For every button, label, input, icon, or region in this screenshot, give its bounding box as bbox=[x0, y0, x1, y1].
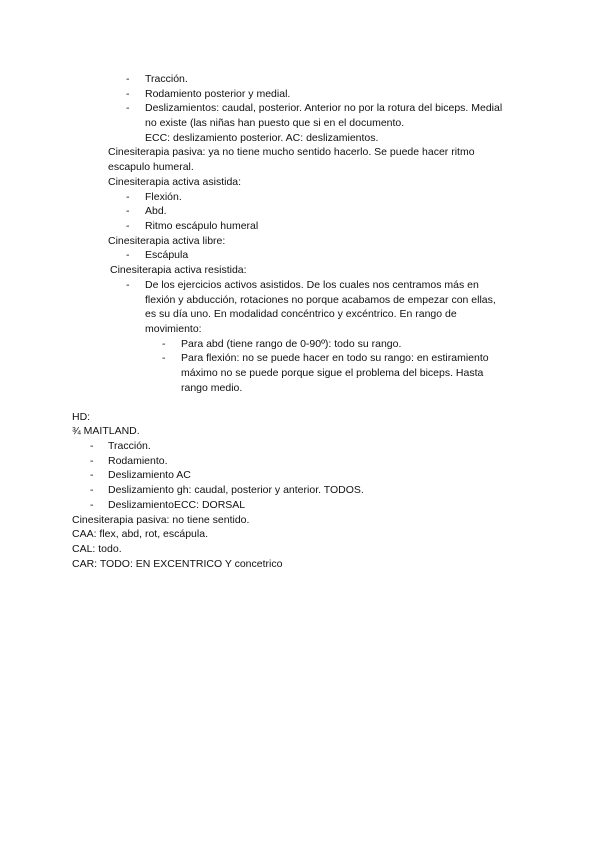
paragraph-line: Cinesiterapia pasiva: ya no tiene mucho sentido hacerlo. Se puede hacer ritmo bbox=[108, 146, 475, 158]
bullet-dash: - bbox=[126, 191, 130, 203]
list-item: Deslizamiento AC bbox=[108, 469, 191, 481]
list-item: De los ejercicios activos asistidos. De los cuales nos centramos más en bbox=[145, 279, 479, 291]
paragraph-line: escapulo humeral. bbox=[108, 161, 194, 173]
list-item: Deslizamiento gh: caudal, posterior y anterior. TODOS. bbox=[108, 484, 364, 496]
section-label: Cinesiterapia activa resistida: bbox=[110, 264, 247, 276]
paragraph-line: CAL: todo. bbox=[72, 543, 122, 555]
bullet-dash: - bbox=[126, 73, 130, 85]
list-item-continuation: ECC: deslizamiento posterior. AC: deslizamientos. bbox=[145, 132, 379, 144]
list-item-continuation: movimiento: bbox=[145, 323, 202, 335]
paragraph-line: CAR: TODO: EN EXCENTRICO Y concetrico bbox=[72, 558, 283, 570]
list-item-continuation: no existe (las niñas han puesto que si en el documento. bbox=[145, 117, 405, 129]
hd-label: HD: bbox=[72, 411, 91, 423]
section-label: Cinesiterapia activa asistida: bbox=[108, 176, 242, 188]
sub-list-item: Para abd (tiene rango de 0-90º): todo su rango. bbox=[181, 338, 402, 350]
paragraph-line: Cinesiterapia pasiva: no tiene sentido. bbox=[72, 514, 250, 526]
list-item: Rodamiento. bbox=[108, 455, 168, 467]
list-item-continuation: es su día uno. En modalidad concéntrico y excéntrico. En rango de bbox=[145, 308, 457, 320]
maitland-label: ¾ MAITLAND. bbox=[72, 425, 140, 437]
bullet-dash: - bbox=[126, 205, 130, 217]
sub-bullet-dash: - bbox=[162, 338, 166, 350]
sub-list-item-continuation: máximo no se puede porque sigue el problema del biceps. Hasta bbox=[181, 367, 484, 379]
list-item: Escápula bbox=[145, 249, 189, 261]
list-item: Tracción. bbox=[108, 440, 151, 452]
paragraph-line: CAA: flex, abd, rot, escápula. bbox=[72, 528, 208, 540]
bullet-dash: - bbox=[126, 88, 130, 100]
sub-list-item-continuation: rango medio. bbox=[181, 382, 243, 394]
bullet-dash: - bbox=[90, 455, 94, 467]
list-item: Abd. bbox=[145, 205, 167, 217]
bullet-dash: - bbox=[126, 102, 130, 114]
list-item: Flexión. bbox=[145, 191, 182, 203]
list-item-continuation: flexión y abducción, rotaciones no porque acabamos de empezar con ellas, bbox=[145, 294, 496, 306]
list-item: Ritmo escápulo humeral bbox=[145, 220, 259, 232]
bullet-dash: - bbox=[126, 220, 130, 232]
bullet-dash: - bbox=[90, 499, 94, 511]
sub-list-item: Para flexión: no se puede hacer en todo su rango: en estiramiento bbox=[181, 352, 489, 364]
bullet-dash: - bbox=[126, 279, 130, 291]
list-item: DeslizamientoECC: DORSAL bbox=[108, 499, 246, 511]
list-item: Rodamiento posterior y medial. bbox=[145, 88, 291, 100]
bullet-dash: - bbox=[126, 249, 130, 261]
sub-bullet-dash: - bbox=[162, 352, 166, 364]
list-item: Tracción. bbox=[145, 73, 188, 85]
bullet-dash: - bbox=[90, 484, 94, 496]
bullet-dash: - bbox=[90, 440, 94, 452]
list-item: Deslizamientos: caudal, posterior. Anterior no por la rotura del biceps. Medial bbox=[145, 102, 503, 114]
section-label: Cinesiterapia activa libre: bbox=[108, 235, 226, 247]
bullet-dash: - bbox=[90, 469, 94, 481]
